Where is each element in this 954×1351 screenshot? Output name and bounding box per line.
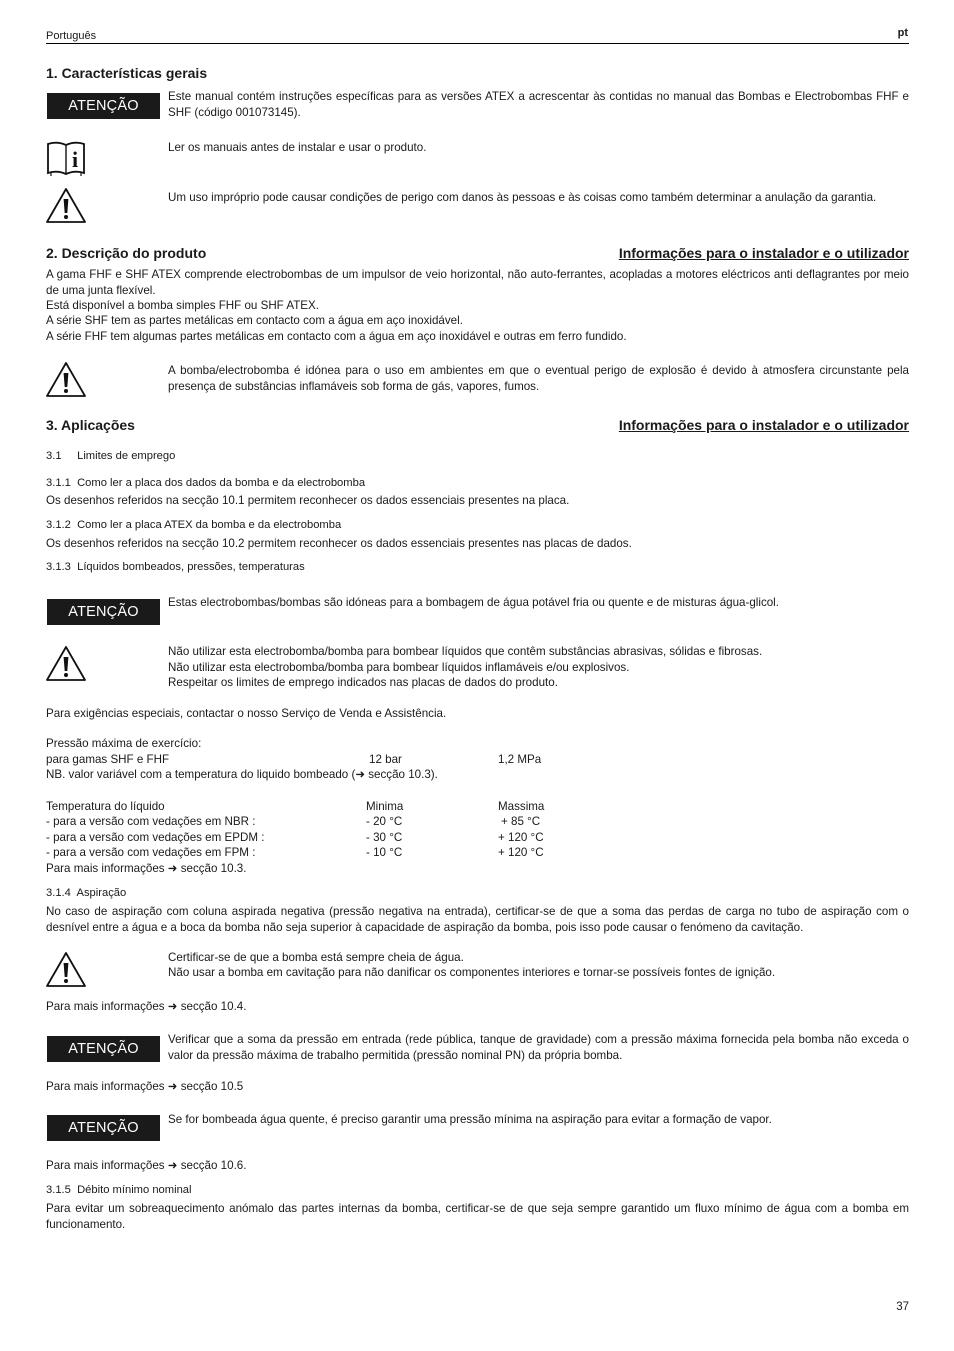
header-lang-code: pt (897, 27, 908, 39)
section1-manual-text: Ler os manuais antes de instalar e usar o produto. (168, 141, 427, 154)
warning-triangle-icon (45, 645, 87, 682)
pressure-note: NB. valor variável com a temperatura do liquido bombeado (➜ secção 10.3). (46, 768, 438, 781)
attention-hot-water-text: Se for bombeada água quente, é preciso garantir uma pressão mínima na aspiração para evitar a formação de vapor. (168, 1113, 772, 1126)
temp-row-label: - para a versão com vedações em NBR : (46, 815, 256, 828)
subsection-3-1-3-title: 3.1.3 Líquidos bombeados, pressões, temperaturas (46, 561, 305, 573)
section1-title: 1. Características gerais (46, 65, 208, 81)
subsection-3-1-4-title: 3.1.4 Aspiração (46, 887, 127, 899)
more-info-10-4: Para mais informações ➜ secção 10.4. (46, 1000, 247, 1013)
temp-row-label: - para a versão com vedações em FPM : (46, 846, 256, 859)
special-requests-text: Para exigências especiais, contactar o nosso Serviço de Venda e Assistência. (46, 707, 447, 720)
subsection-3-1-2-text: Os desenhos referidos na secção 10.2 permitem reconhecer os dados essenciais presentes nas placas de dados. (46, 537, 632, 550)
section2-line: A série FHF tem algumas partes metálicas em contacto com a água em aço inoxidável e outras em ferro fundido. (46, 330, 627, 343)
section1-danger-text: Um uso impróprio pode causar condições de perigo com danos às pessoas e às coisas como também determinar a anulação da garantia. (168, 191, 877, 204)
subsection-3-1-title: 3.1 Limites de emprego (46, 450, 176, 462)
temp-row-max: + 120 °C (498, 846, 544, 859)
section3-audience: Informações para o instalador e o utilizador (618, 417, 909, 433)
pressure-label: para gamas SHF e FHF (46, 753, 170, 766)
attention-pressure-text: Verificar que a soma da pressão em entrada (rede pública, tanque de gravidade) com a pressão máxima fornecida pela bomba não exceda o valor da pressão máxima de trabalho permitida (pressão nominal PN) da própria bomba. (168, 1033, 909, 1062)
danger-liquids-line: Não utilizar esta electrobomba/bomba para bombear líquidos inflamáveis e/ou explosivos. (168, 661, 630, 674)
subsection-3-1-1-title: 3.1.1 Como ler a placa dos dados da bomba e da electrobomba (46, 477, 366, 489)
section2-audience: Informações para o instalador e o utilizador (618, 245, 909, 261)
temp-row-min: - 20 °C (366, 815, 403, 828)
warning-triangle-icon (45, 361, 87, 398)
warning-triangle-icon (45, 187, 87, 224)
aspiration-danger-line: Certificar-se de que a bomba está sempre cheia de água. (168, 951, 464, 964)
pressure-title: Pressão máxima de exercício: (46, 737, 202, 750)
section1-attention-text: Este manual contém instruções específicas para as versões ATEX a acrescentar às contidas no manual das Bombas e Electrobombas FHF e SHF (código 001073145). (168, 90, 909, 119)
temp-row-max: + 120 °C (498, 831, 544, 844)
manual-book-icon (45, 141, 87, 177)
pressure-mpa: 1,2 MPa (498, 753, 542, 766)
section3-title: 3. Aplicações (46, 417, 135, 433)
temp-row-min: - 30 °C (366, 831, 403, 844)
section2-danger-text: A bomba/electrobomba é idónea para o uso em ambientes em que o eventual perigo de explosão é devido à atmosfera circunstante pela presença de substâncias inflamáveis sob forma de gás, vapores, fumos. (168, 364, 909, 393)
svg-text:i: i (71, 147, 79, 172)
section2-line: A série SHF tem as partes metálicas em contacto com a água em aço inoxidável. (46, 314, 463, 327)
temp-header-max: Massima (498, 800, 545, 813)
subsection-3-1-2-title: 3.1.2 Como ler a placa ATEX da bomba e da electrobomba (46, 519, 342, 531)
more-info-10-5: Para mais informações ➜ secção 10.5 (46, 1080, 244, 1093)
warning-triangle-icon (45, 951, 87, 988)
attention-badge: ATENÇÃO (47, 93, 160, 119)
attention-badge: ATENÇÃO (47, 1115, 160, 1141)
temp-row-max: + 85 °C (501, 815, 541, 828)
attention-badge: ATENÇÃO (47, 599, 160, 625)
danger-liquids-line: Não utilizar esta electrobomba/bomba para bombear líquidos que contêm substâncias abrasivas, sólidas e fibrosas. (168, 645, 763, 658)
page-number: 37 (896, 1301, 909, 1313)
header-language: Português (46, 30, 97, 42)
danger-liquids-line: Respeitar os limites de emprego indicados nas placas de dados do produto. (168, 676, 558, 689)
section2-line: Está disponível a bomba simples FHF ou SHF ATEX. (46, 299, 319, 312)
pressure-bar: 12 bar (369, 753, 402, 766)
temp-row-label: - para a versão com vedações em EPDM : (46, 831, 265, 844)
subsection-3-1-1-text: Os desenhos referidos na secção 10.1 permitem reconhecer os dados essenciais presentes na placa. (46, 494, 570, 507)
section2-title: 2. Descrição do produto (46, 245, 207, 261)
subsection-3-1-5-text: Para evitar um sobreaquecimento anómalo das partes internas da bomba, certificar-se de que seja sempre garantido um fluxo mínimo de água com a bomba em funcionamento. (46, 1202, 909, 1231)
attention-liquids-text: Estas electrobombas/bombas são idóneas para a bombagem de água potável fria ou quente e de misturas água-glicol. (168, 596, 779, 609)
temp-header-label: Temperatura do líquido (46, 800, 165, 813)
temp-row-min: - 10 °C (366, 846, 403, 859)
subsection-3-1-4-text: No caso de aspiração com coluna aspirada negativa (pressão negativa na entrada), certificar-se de que a soma das perdas de carga no tubo de aspiração com o desnível entre a água e a boca da bomba não seja superior à capacidade de aspiração da bomba, pois isso pode causar o fenómeno da cavitação. (46, 905, 909, 934)
subsection-3-1-5-title: 3.1.5 Débito mínimo nominal (46, 1184, 192, 1196)
aspiration-danger-line: Não usar a bomba em cavitação para não danificar os componentes interiores e tornar-se possíveis fontes de ignição. (168, 966, 776, 979)
section2-paragraph: A gama FHF e SHF ATEX comprende electrobombas de um impulsor de veio horizontal, não auto-ferrantes, acopladas a motores eléctricos anti deflagrantes por meio de uma junta flexível. (46, 268, 909, 297)
more-info-10-6: Para mais informações ➜ secção 10.6. (46, 1159, 247, 1172)
attention-badge: ATENÇÃO (47, 1036, 160, 1062)
temp-header-min: Minima (366, 800, 404, 813)
more-info-10-3: Para mais informações ➜ secção 10.3. (46, 862, 247, 875)
header-rule (46, 43, 909, 44)
